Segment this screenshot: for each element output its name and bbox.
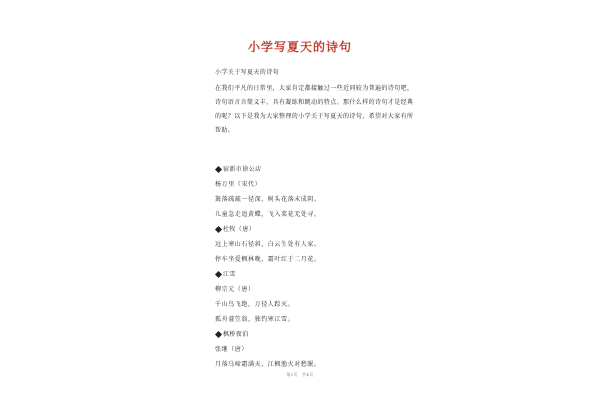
poem-line: 篱落疏疏一径深，树头花落未成阴。 (215, 196, 321, 203)
diamond-bullet-icon (215, 271, 222, 278)
poem-title-text: 杜牧（唐） (223, 226, 256, 233)
poem-title-text: 江雪 (223, 271, 236, 278)
poem-title (215, 330, 415, 339)
diamond-bullet-icon (215, 331, 222, 338)
poem-author: 柳宗元（唐） (215, 286, 255, 293)
poem-line: 千山鸟飞绝，万径人踪灭。 (215, 301, 295, 308)
poem-title (215, 270, 415, 279)
poem-line: 停车坐爱枫林晚，霜叶红于二月花。 (215, 256, 321, 263)
poem-author: 张继（唐） (215, 346, 249, 353)
poem-title-text: 枫桥夜泊 (223, 331, 249, 338)
intro-paragraph: 在我们平凡的日常里，大家肯定都接触过一些近同较为普遍的诗句吧，诗句语言言简义丰，具有凝练和跳动的特点。那什么样的诗句才是经典的呢？以下是我为大家整理的小学关于写夏天的诗句，希望对大家有所帮助。 (215, 85, 414, 134)
page-title: 小学写夏天的诗句 (247, 40, 352, 54)
poem-title (215, 165, 415, 174)
poem-line: 远上寒山石径斜，白云生处有人家。 (215, 241, 321, 248)
diamond-bullet-icon (215, 166, 222, 173)
subtitle: 小学关于写夏天的诗句 (215, 69, 280, 76)
document-body (215, 68, 415, 375)
poem-author: 杨万里（宋代） (215, 181, 262, 188)
poem-title (215, 225, 415, 234)
poem-line: 孤舟蓑笠翁，独钓寒江雪。 (215, 316, 295, 323)
poem-line: 儿童急走追黄蝶，飞入菜花无处寻。 (215, 211, 321, 218)
diamond-bullet-icon (215, 226, 222, 233)
section-spacer (215, 143, 415, 165)
poem-line: 月落乌啼霜满天，江枫渔火对愁眠。 (215, 361, 321, 368)
page-footer: 第1页 共4页 (286, 372, 314, 377)
poem-title-text: 宿新市徐公店 (223, 166, 262, 173)
